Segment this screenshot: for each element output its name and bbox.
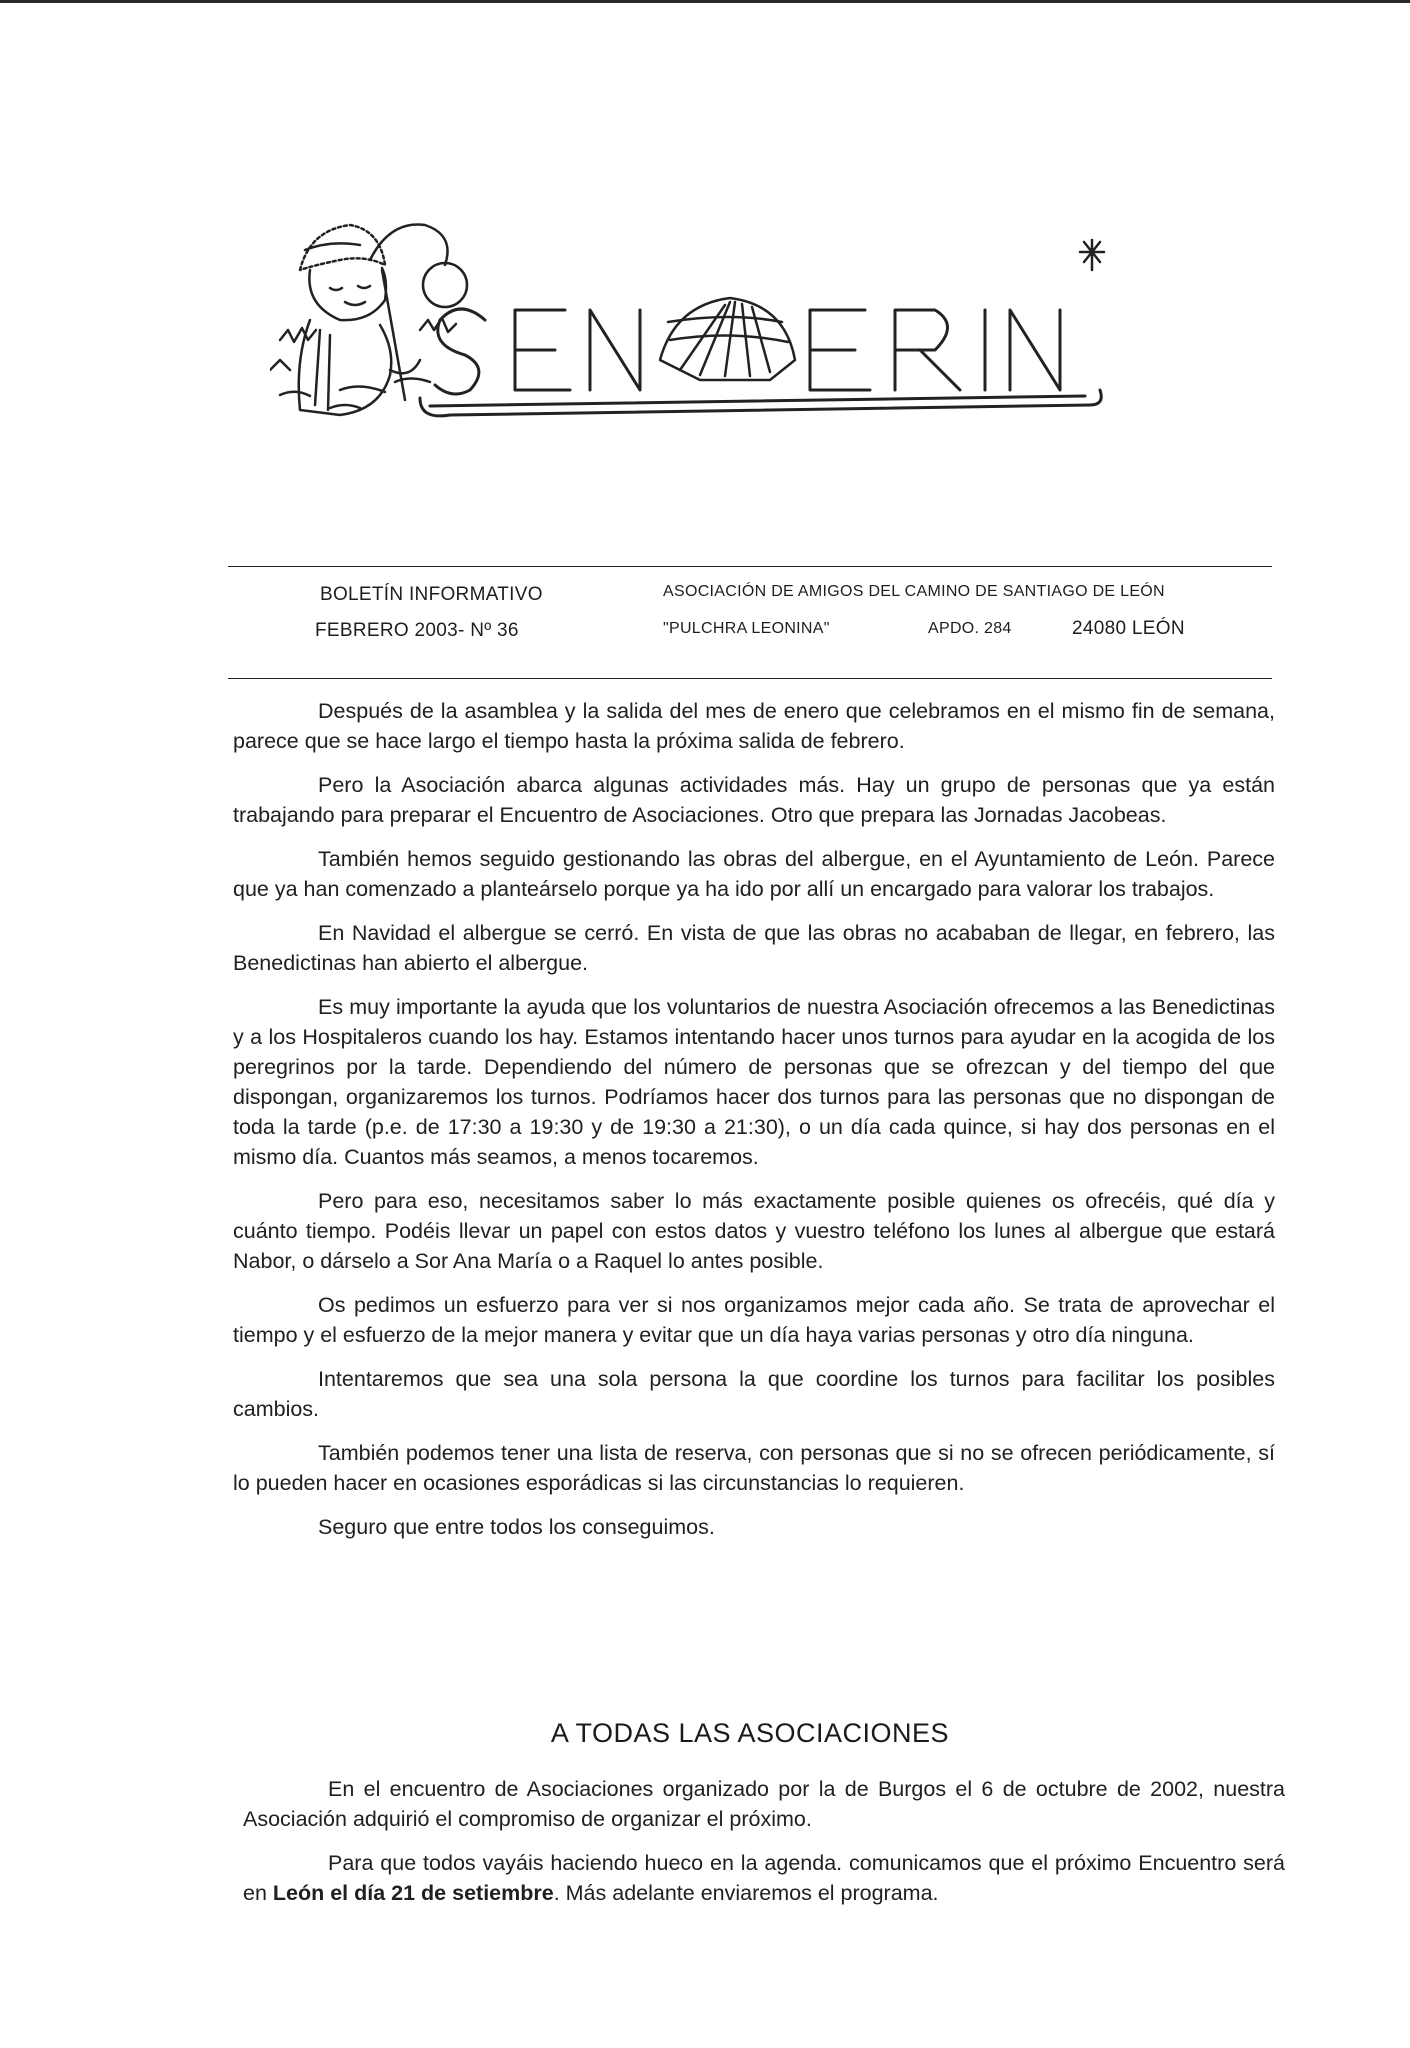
article-paragraph: Intentaremos que sea una sola persona la que coordine los turnos para facilitar los posibles cambios. <box>233 1367 1275 1421</box>
section-p2-start: Para que todos vayáis haciendo hueco en la agenda. comunicamos que el próximo Encuentro será en <box>243 1851 1285 1905</box>
article-paragraph: Pero la Asociación abarca algunas actividades más. Hay un grupo de personas que ya están trabajando para preparar el Encuentro de Asociaciones. Otro que prepara las Jornadas Jacobeas. <box>233 773 1275 827</box>
article-paragraph: Seguro que entre todos los conseguimos. <box>318 1515 715 1539</box>
association-nickname: "PULCHRA LEONINA" <box>663 620 830 637</box>
bulletin-label: BOLETÍN INFORMATIVO <box>320 584 543 605</box>
po-box: APDO. 284 <box>928 620 1012 637</box>
article-paragraph: Es muy importante la ayuda que los voluntarios de nuestra Asociación ofrecemos a las Benedictinas y a los Hospitaleros cuando los hay. Estamos intentando hacer unos turnos para ayudar en la acogida de los peregrinos por la tarde. Dependiendo del número de personas que se ofrezcan y del tiempo del que dispongan, organizaremos los turnos. Podríamos hacer dos turnos para las personas que no dispongan de toda la tarde (p.e. de 17:30 a 19:30 y de 19:30 a 21:30), o un día cada quince, si hay dos personas en el mismo día. Cuantos más seamos, a menos tocaremos. <box>233 995 1275 1169</box>
page-top-edge <box>0 0 1410 3</box>
senderin-masthead-logo <box>270 210 1200 550</box>
section-heading: A TODAS LAS ASOCIACIONES <box>550 1718 950 1748</box>
section-paragraph-2 <box>243 1848 1285 1908</box>
small-cross-ornament-icon <box>1080 240 1104 270</box>
section-body <box>243 1774 1285 1922</box>
association-full-name: ASOCIACIÓN DE AMIGOS DEL CAMINO DE SANTIAGO DE LEÓN <box>663 583 1165 600</box>
article-paragraph: También hemos seguido gestionando las obras del albergue, en el Ayuntamiento de León. Parece que ya han comenzado a planteárselo porque ya ha ido por allí un encargado para valorar los trabajos. <box>233 847 1275 901</box>
senderin-logo-lettering <box>420 309 1101 416</box>
issue-date-number: FEBRERO 2003- Nº 36 <box>315 620 519 641</box>
article-paragraph: Os pedimos un esfuerzo para ver si nos organizamos mejor cada año. Se trata de aprovechar el tiempo y el esfuerzo de la mejor manera y evitar que un día haya varias personas y otro día ninguna. <box>233 1293 1275 1347</box>
postal-city: 24080 LEÓN <box>1072 618 1185 639</box>
masthead-top-rule <box>228 566 1272 567</box>
event-date-highlight: León el día 21 de setiembre <box>272 1881 554 1905</box>
scallop-shell-icon <box>660 298 795 380</box>
article-paragraph: Pero para eso, necesitamos saber lo más exactamente posible quienes os ofrecéis, qué día y cuánto tiempo. Podéis llevar un papel con estos datos y vuestro teléfono los lunes al albergue que estará Nabor, o dárselo a Sor Ana María o a Raquel lo antes posible. <box>233 1189 1275 1273</box>
article-paragraph: Después de la asamblea y la salida del mes de enero que celebramos en el mismo fin de semana, parece que se hace largo el tiempo hasta la próxima salida de febrero. <box>233 699 1275 753</box>
article-body <box>233 696 1275 1556</box>
article-paragraph: En Navidad el albergue se cerró. En vista de que las obras no acababan de llegar, en febrero, las Benedictinas han abierto el albergue. <box>233 921 1275 975</box>
masthead-bottom-rule <box>228 678 1272 679</box>
section-p2-end: . Más adelante enviaremos el programa. <box>553 1881 939 1905</box>
article-paragraph: También podemos tener una lista de reserva, con personas que si no se ofrecen periódicamente, sí lo pueden hacer en ocasiones esporádicas si las circunstancias lo requieren. <box>233 1441 1275 1495</box>
section-paragraph-1: En el encuentro de Asociaciones organizado por la de Burgos el 6 de octubre de 2002, nuestra Asociación adquirió el compromiso de organizar el próximo. <box>243 1777 1285 1831</box>
